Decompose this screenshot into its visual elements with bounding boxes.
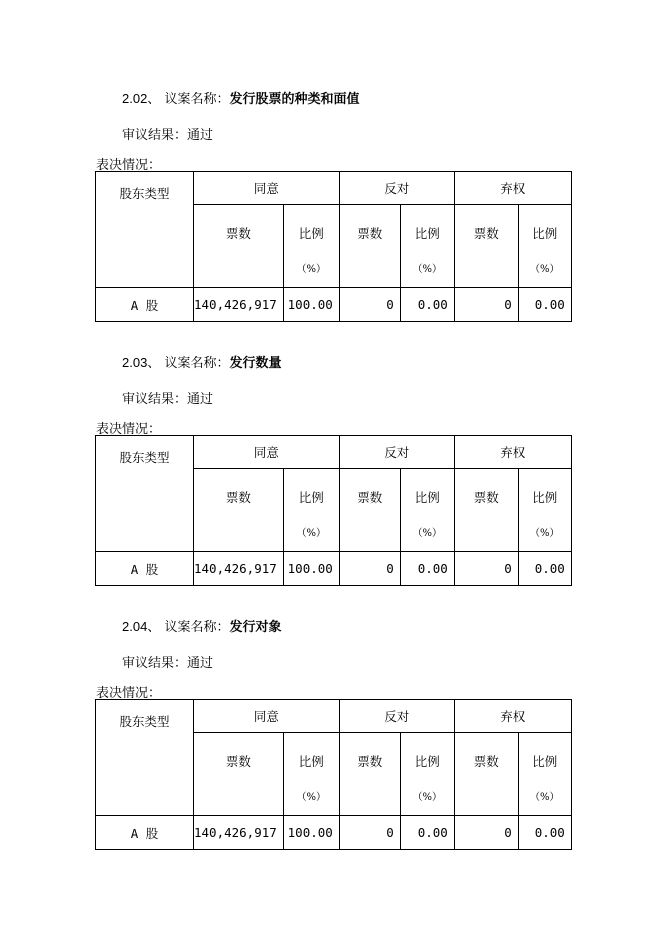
cell-abstain-count: 0 <box>454 816 518 850</box>
cell-agree-ratio: 100.00 <box>283 816 339 850</box>
header-shareholder-type: 股东类型 <box>96 700 194 816</box>
motion-name: 发行股票的种类和面值 <box>229 92 360 107</box>
cell-oppose-count: 0 <box>339 816 400 850</box>
header-abstain: 弃权 <box>454 700 571 733</box>
subheader-abstain-ratio: 比例 （%） <box>518 205 571 288</box>
cell-oppose-ratio: 0.00 <box>400 816 454 850</box>
header-agree: 同意 <box>194 436 340 469</box>
subheader-oppose-count: 票数 <box>339 469 400 552</box>
motion-number: 2.02、 <box>122 91 161 106</box>
header-shareholder-type: 股东类型 <box>96 172 194 288</box>
table-row <box>96 288 572 322</box>
motion-title <box>122 88 359 107</box>
cell-oppose-count: 0 <box>339 288 400 322</box>
subheader-oppose-count: 票数 <box>339 733 400 816</box>
motion-number: 2.04、 <box>122 619 161 634</box>
header-oppose: 反对 <box>339 700 454 733</box>
subheader-abstain-count: 票数 <box>454 733 518 816</box>
vote-table <box>95 435 572 586</box>
motion-number: 2.03、 <box>122 355 161 370</box>
subheader-agree-ratio: 比例 （%） <box>283 469 339 552</box>
cell-agree-ratio: 100.00 <box>283 552 339 586</box>
motion-name-prefix: 议案名称： <box>164 92 230 107</box>
cell-oppose-ratio: 0.00 <box>400 552 454 586</box>
motion-name-prefix: 议案名称： <box>164 620 230 635</box>
subheader-oppose-ratio: 比例 （%） <box>400 205 454 288</box>
cell-abstain-ratio: 0.00 <box>518 552 571 586</box>
header-agree: 同意 <box>194 700 340 733</box>
subheader-agree-count: 票数 <box>194 469 284 552</box>
subheader-abstain-count: 票数 <box>454 469 518 552</box>
subheader-oppose-ratio: 比例 （%） <box>400 469 454 552</box>
cell-abstain-ratio: 0.00 <box>518 816 571 850</box>
motion-name: 发行对象 <box>229 620 282 635</box>
subheader-agree-ratio: 比例 （%） <box>283 205 339 288</box>
cell-share-type: A 股 <box>96 816 194 850</box>
header-abstain: 弃权 <box>454 172 571 205</box>
cell-oppose-count: 0 <box>339 552 400 586</box>
header-oppose: 反对 <box>339 436 454 469</box>
vote-label: 表决情况： <box>96 158 162 173</box>
subheader-oppose-count: 票数 <box>339 205 400 288</box>
motion-title <box>122 616 281 635</box>
subheader-agree-count: 票数 <box>194 205 284 288</box>
subheader-agree-count: 票数 <box>194 733 284 816</box>
cell-oppose-ratio: 0.00 <box>400 288 454 322</box>
table-row <box>96 552 572 586</box>
cell-agree-ratio: 100.00 <box>283 288 339 322</box>
cell-share-type: A 股 <box>96 552 194 586</box>
review-result: 审议结果：通过 <box>122 392 214 407</box>
motion-title <box>122 352 281 371</box>
header-oppose: 反对 <box>339 172 454 205</box>
review-result: 审议结果：通过 <box>122 128 214 143</box>
header-shareholder-type: 股东类型 <box>96 436 194 552</box>
vote-label: 表决情况： <box>96 686 162 701</box>
cell-agree-count: 140,426,917 <box>194 288 284 322</box>
cell-share-type: A 股 <box>96 288 194 322</box>
review-result: 审议结果：通过 <box>122 656 214 671</box>
cell-abstain-count: 0 <box>454 288 518 322</box>
motion-name: 发行数量 <box>229 356 282 371</box>
vote-table <box>95 699 572 850</box>
vote-table <box>95 171 572 322</box>
table-row <box>96 816 572 850</box>
subheader-abstain-ratio: 比例 （%） <box>518 469 571 552</box>
header-agree: 同意 <box>194 172 340 205</box>
cell-agree-count: 140,426,917 <box>194 816 284 850</box>
motion-name-prefix: 议案名称： <box>164 356 230 371</box>
subheader-abstain-ratio: 比例 （%） <box>518 733 571 816</box>
subheader-oppose-ratio: 比例 （%） <box>400 733 454 816</box>
header-abstain: 弃权 <box>454 436 571 469</box>
subheader-abstain-count: 票数 <box>454 205 518 288</box>
cell-agree-count: 140,426,917 <box>194 552 284 586</box>
subheader-agree-ratio: 比例 （%） <box>283 733 339 816</box>
vote-label: 表决情况： <box>96 422 162 437</box>
cell-abstain-count: 0 <box>454 552 518 586</box>
cell-abstain-ratio: 0.00 <box>518 288 571 322</box>
